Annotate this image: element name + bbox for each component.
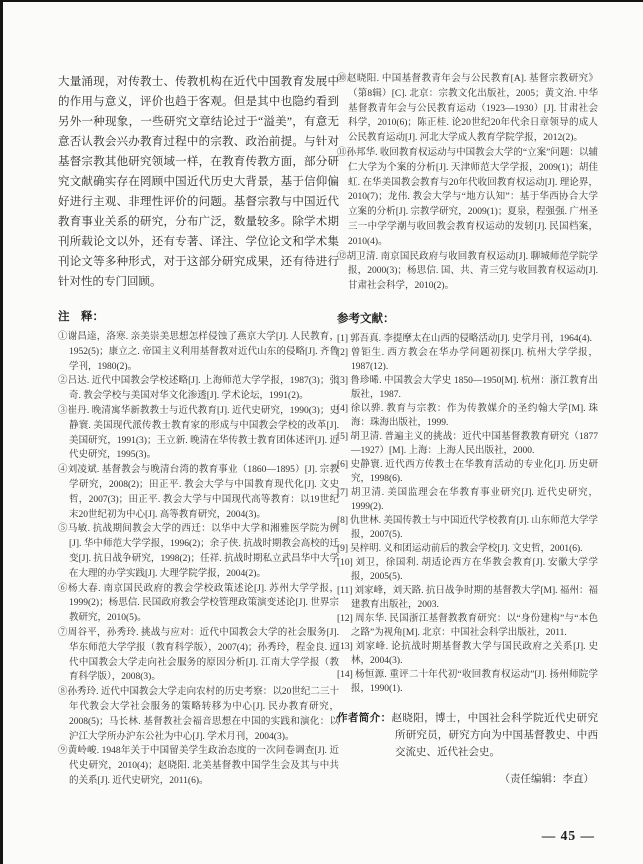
author-bio-label: 作者简介：: [337, 711, 392, 724]
left-column: [58, 72, 339, 789]
note-text: 吕达. 近代中国教会学校述略[J]. 上海师范大学学报，1987(3)；张奇. 教会学校与美国对华文化渗透[J]. 学术论坛，1991(2)。: [67, 376, 339, 402]
reference-text: 周东华. 民国浙江基督教教育研究：以“身份建构”与“本色之路”为视角[M]. 北京：中国社会科学出版社，2011.: [351, 613, 598, 638]
right-column: [337, 72, 598, 786]
note-number: ⑫: [337, 251, 347, 262]
reference-text: 刘卫，徐国利. 胡适论西方在华教会教育[J]. 安徽大学学报，2005(5).: [351, 557, 598, 582]
reference-text: 胡卫清. 普遍主义的挑战：近代中国基督教教育研究（1877—1927）[M]. 上海：上海人民出版社，2000.: [350, 431, 598, 456]
reference-number: [7]: [337, 487, 349, 498]
note-text: 杨大春. 南京国民政府的教会学校政策述论[J]. 苏州大学学报，1999(2)；杨思信. 民国政府教会学校管理政策演变述论[J]. 世界宗教研究，2010(5)。: [68, 583, 339, 624]
author-bio: [337, 710, 598, 761]
note-item: [58, 582, 339, 626]
notes-list-right: [337, 72, 598, 294]
note-item: [58, 330, 339, 374]
note-number: ⑪: [337, 147, 347, 158]
note-number: ⑥: [58, 583, 69, 594]
reference-item: [337, 542, 598, 556]
reference-number: [14]: [337, 669, 353, 680]
reference-item: [337, 640, 598, 668]
note-text: 马敏. 抗战期间教会大学的西迁：以华中大学和湘雅医学院为例[J]. 华中师范大学学报，1996(2)；余子侠. 抗战时期教会高校的迁变[J]. 抗日战争研究，1998(2)；任祥. 抗战时期私立武昌华中大学在大理的办学实践[J]. 大理学院学报，2004(2)。: [67, 524, 339, 579]
reference-item: [337, 556, 598, 584]
reference-number: [2]: [337, 347, 349, 358]
note-number: ⑤: [58, 524, 68, 535]
references-list: [337, 332, 598, 696]
reference-item: [337, 612, 598, 640]
note-text: 刘凌斌. 基督教会与晚清台湾的教育事业（1860—1895）[J]. 宗教学研究，2008(2)；田正平. 教会大学与中国教育现代化[J]. 文史哲，2007(3)；田正平. 教会大学与中国现代高等教育：以19世纪末20世纪初为中心[J]. 高等教育研究，2004(3)。: [67, 465, 339, 520]
author-bio-text: 赵晓阳，博士，中国社会科学院近代史研究所研究员，研究方向为中国基督教史、中西交流史、近代社会史。: [391, 712, 599, 758]
reference-item: [337, 402, 598, 430]
reference-item: [337, 458, 598, 486]
note-text: 胡卫清. 南京国民政府与收回教育权运动[J]. 聊城师范学院学报，2000(3)；杨思信. 国、共、青三党与收回教育权运动[J]. 甘肃社会科学，2010(2)。: [346, 251, 598, 292]
editor-credit: （责任编辑：李直）: [499, 774, 594, 786]
note-item: [337, 250, 598, 294]
note-number: ⑨: [58, 746, 68, 757]
reference-number: [4]: [337, 403, 349, 414]
reference-text: 徐以骅. 教育与宗教：作为传教媒介的圣约翰大学[M]. 珠海：珠海出版社，1999.: [350, 403, 598, 428]
note-number: ③: [58, 405, 68, 416]
note-item: [337, 72, 598, 146]
references-header: 参考文献：: [337, 312, 395, 325]
note-item: [58, 744, 339, 788]
notes-list-left: [58, 330, 339, 789]
reference-text: 刘家峰. 论抗战时期基督教大学与国民政府之关系[J]. 史林，2004(3).: [351, 641, 598, 666]
reference-text: 曾钜生. 西方教会在华办学问题初探[J]. 杭州大学学报，1987(12).: [350, 347, 598, 372]
reference-number: [8]: [337, 515, 349, 526]
reference-text: 胡卫清. 美国监理会在华教育事业研究[J]. 近代史研究，1999(2).: [350, 487, 598, 512]
note-text: 黄岭峻. 1948年关于中国留美学生政治态度的一次问卷调查[J]. 近代史研究，2010(4)；赵晓阳. 北美基督教中国学生会及其与中共的关系[J]. 近代史研究，2011(6)。: [67, 746, 339, 786]
note-text: 孙秀玲. 近代中国教会大学走向农村的历史考察：以20世纪二三十年代教会大学社会服务的策略转移为中心[J]. 民办教育研究，2008(5)；马长林. 基督教社会福音思想在中国的实践和演化：以沪江大学所办沪东公社为中心[J]. 学术月刊，2004(3)。: [67, 687, 339, 742]
note-item: [58, 626, 339, 685]
reference-text: 刘家峰，刘天路. 抗日战争时期的基督教大学[M]. 福州：福建教育出版社，2003.: [351, 585, 598, 610]
note-number: ⑧: [58, 687, 68, 698]
page-number: — 45 —: [541, 828, 595, 843]
notes-header: 注 释：: [58, 311, 104, 323]
intro-paragraph: 大量涌现，对传教士、传教机构在近代中国教育发展中的作用与意义，评价也趋于客观。但是其中也隐约看到另外一种现象，一些研究文章结论过于“溢美”，有意无意否认教会兴办教育过程中的宗教、政治前提。与针对基督宗教其他研究领域一样，在教育传教方面，部分研究文献确实存在罔顾中国近代历史大背景，基于信仰偏好进行主观、非理性评价的问题。基督宗教与中国近代教育事业关系的研究，分布广泛，数量较多。除学术期刊所载论文以外，还有专著、译注、学位论文和学术集刊论文等多种形式，对于这部分研究成果，还有待进行针对性的专门回顾。: [58, 76, 339, 288]
note-number: ②: [58, 376, 68, 387]
note-text: 赵晓阳. 中国基督教青年会与公民教育[A]. 基督宗教研究》（第8辑）[C]. 北京：宗教文化出版社，2005；黄文治. 中华基督教青年会与公民教育运动（1923—1930）[J]. 甘肃社会科学，2010(6)；陈正桂. 论20世纪20年代余日章领导的成人公民教育运动[J]. 河北大学成人教育学院学报，2012(2)。: [346, 74, 598, 144]
reference-item: [337, 668, 598, 696]
reference-text: 杨恒源. 重评二十年代初“收回教育权运动”[J]. 扬州师院学报，1990(1).: [351, 669, 598, 694]
note-item: [337, 146, 598, 250]
reference-number: [1]: [337, 333, 349, 344]
note-number: ④: [58, 465, 68, 476]
reference-text: 郭吾真. 李提摩太在山西的侵略活动[J]. 史学月刊，1964(4).: [350, 333, 593, 344]
reference-text: 鲁珍晞. 中国教会大学史 1850—1950[M]. 杭州：浙江教育出版社，1987.: [350, 375, 598, 400]
reference-text: 史静寰. 近代西方传教士在华教育活动的专业化[J]. 历史研究，1998(6).: [350, 459, 598, 484]
reference-item: [337, 584, 598, 612]
reference-number: [5]: [337, 431, 349, 442]
reference-item: [337, 430, 598, 458]
reference-item: [337, 486, 598, 514]
reference-item: [337, 514, 598, 542]
note-number: ①: [58, 332, 68, 342]
reference-number: [3]: [337, 375, 349, 386]
reference-text: 吴梓明. 义和团运动前后的教会学校[J]. 文史哲，2001(6).: [350, 543, 583, 554]
note-text: 周谷平，孙秀玲. 挑战与应对：近代中国教会大学的社会服务[J]. 华东师范大学学报（教育科学版），2007(4)；孙秀玲，程金良. 近代中国教会大学走向社会服务的原因分析[J]. 江南大学学报（教育科学版），2008(3)。: [67, 627, 339, 683]
note-number: ⑩: [337, 74, 347, 84]
reference-number: [9]: [337, 543, 349, 554]
reference-item: [337, 374, 598, 402]
note-text: 谢昌逵，洛寒. 亲美崇美思想怎样侵蚀了燕京大学[J]. 人民教育，1952(5)；康立之. 帝国主义利用基督教对近代山东的侵略[J]. 齐鲁学刊，1980(2)。: [67, 332, 339, 372]
reference-number: [6]: [337, 459, 349, 470]
note-item: [58, 685, 339, 744]
note-text: 孙邦华. 收回教育权运动与中国教会大学的“立案”问题：以辅仁大学为个案的分析[J]. 天津师范大学学报，2009(1)；胡佳虹. 在华美国教会教育与20年代收回教育权运动[J]. 理论界，2010(7)；龙伟. 教会大学与“地方认知”：基于华西协合大学立案的分析[J]. 宗教学研究，2009(1)；夏泉，程强强. 广州圣三一中学学潮与收回教会教育权运动的发轫[J]. 民国档案，2010(4)。: [346, 147, 598, 247]
reference-number: [10]: [337, 557, 353, 568]
reference-item: [337, 346, 598, 374]
reference-number: [12]: [337, 613, 353, 624]
note-item: [58, 463, 339, 522]
reference-number: [13]: [337, 641, 353, 652]
note-number: ⑦: [58, 627, 68, 638]
note-item: [58, 374, 339, 404]
reference-text: 仇世林. 美国传教士与中国近代学校教育[J]. 山东师范大学学报，2007(5).: [350, 515, 598, 540]
note-item: [58, 404, 339, 463]
note-text: 崔丹. 晚清寓华新教教士与近代教育[J]. 近代史研究，1990(3)；史静寰. 美国现代派传教士教育家的形成与中国教会学校的改革[J]. 美国研究，1991(3)；王立新. 晚清在华传教士教育团体述评[J]. 近代史研究，1995(3)。: [67, 405, 339, 461]
reference-item: [337, 332, 598, 346]
note-item: [58, 522, 339, 581]
reference-number: [11]: [337, 585, 353, 596]
